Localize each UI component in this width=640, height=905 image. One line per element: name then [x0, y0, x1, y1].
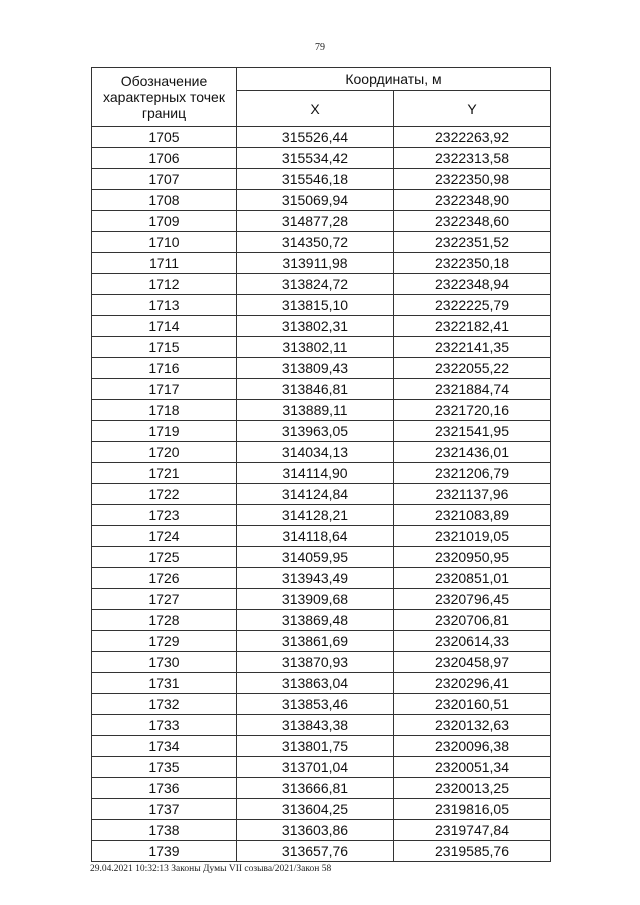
x-coordinate-cell: 313802,11 — [237, 337, 394, 358]
table-row — [92, 253, 551, 274]
table-row — [92, 211, 551, 232]
point-id-cell: 1731 — [92, 673, 237, 694]
table-row — [92, 400, 551, 421]
x-coordinate-cell: 313861,69 — [237, 631, 394, 652]
point-id-cell: 1736 — [92, 778, 237, 799]
y-coordinate-cell: 2320132,63 — [394, 715, 551, 736]
coordinates-table — [91, 67, 551, 862]
y-coordinate-cell: 2321436,01 — [394, 442, 551, 463]
table-row — [92, 568, 551, 589]
x-coordinate-cell: 313801,75 — [237, 736, 394, 757]
point-id-cell: 1714 — [92, 316, 237, 337]
table-row — [92, 484, 551, 505]
point-id-cell: 1729 — [92, 631, 237, 652]
point-id-cell: 1709 — [92, 211, 237, 232]
point-id-cell: 1712 — [92, 274, 237, 295]
table-row — [92, 652, 551, 673]
y-coordinate-cell: 2322313,58 — [394, 148, 551, 169]
table-row — [92, 127, 551, 148]
x-coordinate-cell: 313604,25 — [237, 799, 394, 820]
x-coordinate-cell: 313824,72 — [237, 274, 394, 295]
y-coordinate-cell: 2322351,52 — [394, 232, 551, 253]
table-row — [92, 295, 551, 316]
table-row — [92, 820, 551, 841]
x-coordinate-cell: 313889,11 — [237, 400, 394, 421]
y-coordinate-cell: 2320614,33 — [394, 631, 551, 652]
x-coordinate-cell: 313603,86 — [237, 820, 394, 841]
point-id-cell: 1715 — [92, 337, 237, 358]
x-coordinate-cell: 313701,04 — [237, 757, 394, 778]
x-coordinate-cell: 315534,42 — [237, 148, 394, 169]
table-row — [92, 274, 551, 295]
point-id-cell: 1726 — [92, 568, 237, 589]
y-coordinate-cell: 2321884,74 — [394, 379, 551, 400]
table-row — [92, 148, 551, 169]
header-x: X — [237, 91, 394, 127]
y-coordinate-cell: 2319585,76 — [394, 841, 551, 862]
table-row — [92, 673, 551, 694]
x-coordinate-cell: 313863,04 — [237, 673, 394, 694]
y-coordinate-cell: 2319816,05 — [394, 799, 551, 820]
point-id-cell: 1720 — [92, 442, 237, 463]
header-coordinates: Координаты, м — [237, 68, 551, 91]
x-coordinate-cell: 313963,05 — [237, 421, 394, 442]
x-coordinate-cell: 313853,46 — [237, 694, 394, 715]
point-id-cell: 1717 — [92, 379, 237, 400]
table-row — [92, 463, 551, 484]
table-row — [92, 421, 551, 442]
y-coordinate-cell: 2322225,79 — [394, 295, 551, 316]
table-row — [92, 799, 551, 820]
y-coordinate-cell: 2321541,95 — [394, 421, 551, 442]
point-id-cell: 1725 — [92, 547, 237, 568]
x-coordinate-cell: 314114,90 — [237, 463, 394, 484]
x-coordinate-cell: 313809,43 — [237, 358, 394, 379]
y-coordinate-cell: 2320458,97 — [394, 652, 551, 673]
point-id-cell: 1718 — [92, 400, 237, 421]
point-id-cell: 1716 — [92, 358, 237, 379]
y-coordinate-cell: 2320706,81 — [394, 610, 551, 631]
point-id-cell: 1713 — [92, 295, 237, 316]
x-coordinate-cell: 315526,44 — [237, 127, 394, 148]
x-coordinate-cell: 313846,81 — [237, 379, 394, 400]
page-number: 79 — [315, 42, 325, 53]
point-id-cell: 1727 — [92, 589, 237, 610]
table-row — [92, 316, 551, 337]
point-id-cell: 1739 — [92, 841, 237, 862]
x-coordinate-cell: 314350,72 — [237, 232, 394, 253]
x-coordinate-cell: 314034,13 — [237, 442, 394, 463]
x-coordinate-cell: 314128,21 — [237, 505, 394, 526]
table-row — [92, 358, 551, 379]
y-coordinate-cell: 2321206,79 — [394, 463, 551, 484]
table-row — [92, 190, 551, 211]
y-coordinate-cell: 2321720,16 — [394, 400, 551, 421]
table-row — [92, 715, 551, 736]
table-row — [92, 337, 551, 358]
table-row — [92, 736, 551, 757]
point-id-cell: 1732 — [92, 694, 237, 715]
x-coordinate-cell: 314877,28 — [237, 211, 394, 232]
point-id-cell: 1733 — [92, 715, 237, 736]
table-row — [92, 526, 551, 547]
x-coordinate-cell: 313815,10 — [237, 295, 394, 316]
point-id-cell: 1728 — [92, 610, 237, 631]
table-row — [92, 505, 551, 526]
y-coordinate-cell: 2319747,84 — [394, 820, 551, 841]
y-coordinate-cell: 2320851,01 — [394, 568, 551, 589]
y-coordinate-cell: 2322263,92 — [394, 127, 551, 148]
x-coordinate-cell: 313869,48 — [237, 610, 394, 631]
table-row — [92, 379, 551, 400]
header-designation: Обозначение характерных точек границ — [92, 68, 237, 127]
y-coordinate-cell: 2322348,60 — [394, 211, 551, 232]
point-id-cell: 1723 — [92, 505, 237, 526]
table-row — [92, 589, 551, 610]
point-id-cell: 1735 — [92, 757, 237, 778]
y-coordinate-cell: 2322350,18 — [394, 253, 551, 274]
y-coordinate-cell: 2321137,96 — [394, 484, 551, 505]
x-coordinate-cell: 313870,93 — [237, 652, 394, 673]
y-coordinate-cell: 2320096,38 — [394, 736, 551, 757]
point-id-cell: 1706 — [92, 148, 237, 169]
y-coordinate-cell: 2320160,51 — [394, 694, 551, 715]
table-row — [92, 778, 551, 799]
table-body — [92, 127, 551, 862]
table-row — [92, 442, 551, 463]
point-id-cell: 1722 — [92, 484, 237, 505]
point-id-cell: 1737 — [92, 799, 237, 820]
point-id-cell: 1711 — [92, 253, 237, 274]
x-coordinate-cell: 313909,68 — [237, 589, 394, 610]
y-coordinate-cell: 2321083,89 — [394, 505, 551, 526]
y-coordinate-cell: 2321019,05 — [394, 526, 551, 547]
table-row — [92, 232, 551, 253]
x-coordinate-cell: 314118,64 — [237, 526, 394, 547]
point-id-cell: 1738 — [92, 820, 237, 841]
header-y: Y — [394, 91, 551, 127]
footer-stamp: 29.04.2021 10:32:13 Законы Думы VII созыва/2021/Закон 58 — [90, 864, 332, 874]
y-coordinate-cell: 2322348,90 — [394, 190, 551, 211]
point-id-cell: 1719 — [92, 421, 237, 442]
y-coordinate-cell: 2320950,95 — [394, 547, 551, 568]
point-id-cell: 1730 — [92, 652, 237, 673]
table-row — [92, 631, 551, 652]
x-coordinate-cell: 313666,81 — [237, 778, 394, 799]
x-coordinate-cell: 313843,38 — [237, 715, 394, 736]
x-coordinate-cell: 313943,49 — [237, 568, 394, 589]
table-row — [92, 169, 551, 190]
x-coordinate-cell: 313911,98 — [237, 253, 394, 274]
y-coordinate-cell: 2322055,22 — [394, 358, 551, 379]
x-coordinate-cell: 315546,18 — [237, 169, 394, 190]
table-row — [92, 547, 551, 568]
y-coordinate-cell: 2322182,41 — [394, 316, 551, 337]
point-id-cell: 1710 — [92, 232, 237, 253]
y-coordinate-cell: 2320051,34 — [394, 757, 551, 778]
x-coordinate-cell: 313802,31 — [237, 316, 394, 337]
y-coordinate-cell: 2322350,98 — [394, 169, 551, 190]
x-coordinate-cell: 313657,76 — [237, 841, 394, 862]
table-row — [92, 841, 551, 862]
table-row — [92, 694, 551, 715]
y-coordinate-cell: 2320796,45 — [394, 589, 551, 610]
point-id-cell: 1734 — [92, 736, 237, 757]
point-id-cell: 1707 — [92, 169, 237, 190]
point-id-cell: 1721 — [92, 463, 237, 484]
x-coordinate-cell: 314059,95 — [237, 547, 394, 568]
table-row — [92, 757, 551, 778]
x-coordinate-cell: 315069,94 — [237, 190, 394, 211]
x-coordinate-cell: 314124,84 — [237, 484, 394, 505]
point-id-cell: 1705 — [92, 127, 237, 148]
y-coordinate-cell: 2322348,94 — [394, 274, 551, 295]
y-coordinate-cell: 2320296,41 — [394, 673, 551, 694]
table-row — [92, 610, 551, 631]
y-coordinate-cell: 2322141,35 — [394, 337, 551, 358]
point-id-cell: 1724 — [92, 526, 237, 547]
y-coordinate-cell: 2320013,25 — [394, 778, 551, 799]
point-id-cell: 1708 — [92, 190, 237, 211]
